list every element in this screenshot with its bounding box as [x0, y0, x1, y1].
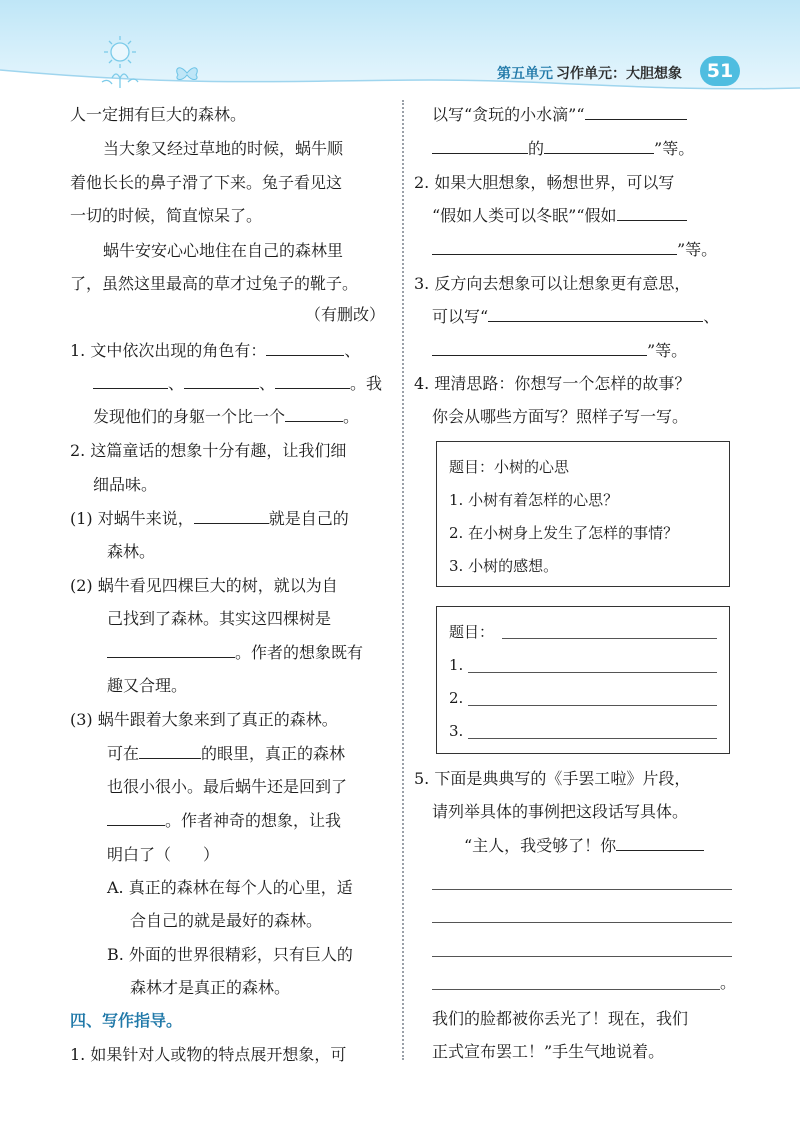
answer-blank[interactable] — [585, 104, 687, 120]
subquestion-3: (3) 蜗牛跟着大象来到了真正的森林。 — [70, 710, 338, 729]
subquestion-3-line2: 可在 的眼里，真正的森林 — [107, 744, 346, 763]
outline-item-label: 1. — [449, 656, 464, 674]
subquestion-2-line2: 己找到了森林。其实这四棵树是 — [107, 609, 332, 628]
butterfly-icon — [172, 62, 202, 84]
example-item: 2. 在小树身上发生了怎样的事情？ — [449, 524, 679, 542]
answer-blank[interactable] — [544, 138, 654, 154]
subquestion-1-line2: 森林。 — [107, 542, 156, 561]
story-line: 当大象又经过草地的时候，蜗牛顺 — [103, 139, 344, 158]
answer-blank[interactable] — [617, 205, 687, 221]
answer-blank[interactable] — [432, 138, 528, 154]
writing-line[interactable] — [432, 989, 720, 990]
answer-blank[interactable] — [432, 239, 677, 255]
answer-line[interactable] — [468, 672, 717, 673]
page-header — [0, 0, 800, 95]
column-divider — [402, 100, 404, 1060]
subquestion-1: (1) 对蜗牛来说， 就是自己的 — [70, 509, 349, 528]
answer-line[interactable] — [468, 705, 717, 706]
guide-2-line2: “假如人类可以冬眠”“假如 — [432, 205, 687, 227]
outline-item-label: 3. — [449, 722, 464, 740]
answer-blank[interactable] — [275, 373, 350, 389]
story-line: 人一定拥有巨大的森林。 — [70, 105, 247, 124]
page-number: 51 — [700, 56, 740, 86]
story-line: 了，虽然这里最高的草才过兔子的靴子。 — [70, 274, 359, 293]
guide-2: 2. 如果大胆想象，畅想世界，可以写 — [414, 173, 675, 192]
guide-3-line3: ”等。 — [432, 340, 687, 362]
answer-blank[interactable] — [107, 642, 235, 658]
subquestion-3-line5[interactable]: 明白了（ ） — [107, 845, 220, 864]
subquestion-2-line3: 。作者的想象既有 — [107, 642, 363, 664]
section-heading: 四、写作指导。 — [70, 1011, 183, 1030]
guide-1: 1. 如果针对人或物的特点展开想象，可 — [70, 1045, 347, 1064]
quote-end-line2: 正式宣布罢工！”手生气地说着。 — [432, 1042, 665, 1061]
answer-blank[interactable] — [285, 406, 343, 422]
quote-end: 我们的脸都被你丢光了！现在，我们 — [432, 1009, 689, 1028]
guide-2-line3: ”等。 — [432, 239, 717, 261]
question-text: 1. 文中依次出现的角色有： — [70, 341, 267, 360]
subquestion-3-line4: 。作者神奇的想象，让我 — [107, 810, 341, 832]
unit-label: 第五单元 — [497, 66, 553, 82]
example-item: 3. 小树的感想。 — [449, 557, 559, 575]
subquestion-2: (2) 蜗牛看见四棵巨大的树，就以为自 — [70, 576, 338, 595]
answer-blank[interactable] — [488, 306, 703, 322]
answer-blank[interactable] — [432, 340, 647, 356]
end-period: 。 — [720, 973, 737, 992]
answer-blank[interactable] — [266, 340, 344, 356]
question-1-blanks: 、 、 。我 — [93, 373, 382, 395]
option-b-line2: 森林才是真正的森林。 — [130, 978, 291, 997]
answer-blank[interactable] — [139, 743, 201, 759]
writing-line[interactable] — [432, 922, 732, 923]
question-2-line2: 细品味。 — [93, 475, 158, 494]
option-b[interactable]: B. 外面的世界很精彩，只有巨人的 — [107, 945, 353, 964]
guide-3: 3. 反方向去想象可以让想象更有意思， — [414, 274, 691, 293]
answer-blank[interactable] — [93, 373, 168, 389]
story-line: 一切的时候，简直惊呆了。 — [70, 206, 263, 225]
guide-1-cont2: 的 ”等。 — [432, 138, 694, 160]
guide-4-line2: 你会从哪些方面写？照样子写一写。 — [432, 407, 689, 426]
writing-line[interactable] — [432, 956, 732, 957]
source-note: （有删改） — [305, 305, 386, 324]
answer-blank[interactable] — [616, 835, 704, 851]
subquestion-2-line4: 趣又合理。 — [107, 676, 188, 695]
story-line: 着他长长的鼻子滑了下来。兔子看见这 — [70, 173, 343, 192]
answer-blank[interactable] — [184, 373, 259, 389]
answer-blank[interactable] — [194, 508, 269, 524]
guide-3-line2: 可以写“ 、 — [432, 307, 720, 326]
guide-4: 4. 理清思路：你想写一个怎样的故事？ — [414, 374, 691, 393]
question-1: 1. 文中依次出现的角色有： 、 — [70, 341, 361, 360]
subquestion-3-line3: 也很小很小。最后蜗牛还是回到了 — [107, 777, 348, 796]
quote-start: “主人，我受够了！你 — [464, 835, 704, 857]
option-a-line2: 合自己的就是最好的森林。 — [130, 911, 323, 930]
guide-1-cont: 以写“贪玩的小水滴”“ — [432, 104, 687, 126]
outline-item-label: 2. — [449, 689, 464, 707]
option-a[interactable]: A. 真正的森林在每个人的心里，适 — [107, 878, 353, 897]
example-item: 1. 小树有着怎样的心思？ — [449, 491, 619, 509]
question-2: 2. 这篇童话的想象十分有趣，让我们细 — [70, 441, 347, 460]
writing-line[interactable] — [432, 889, 732, 890]
answer-line[interactable] — [502, 638, 717, 639]
answer-line[interactable] — [468, 738, 717, 739]
question-1-line3: 发现他们的身躯一个比一个 。 — [93, 407, 360, 426]
unit-title: 习作单元：大胆想象 — [556, 66, 682, 82]
outline-title-label: 题目： — [449, 623, 495, 641]
story-line: 蜗牛安安心心地住在自己的森林里 — [103, 241, 344, 260]
answer-blank[interactable] — [107, 810, 165, 826]
guide-5-line2: 请列举具体的事例把这段话写具体。 — [432, 802, 689, 821]
example-title: 题目：小树的心思 — [449, 458, 570, 476]
guide-5: 5. 下面是典典写的《手罢工啦》片段， — [414, 769, 691, 788]
